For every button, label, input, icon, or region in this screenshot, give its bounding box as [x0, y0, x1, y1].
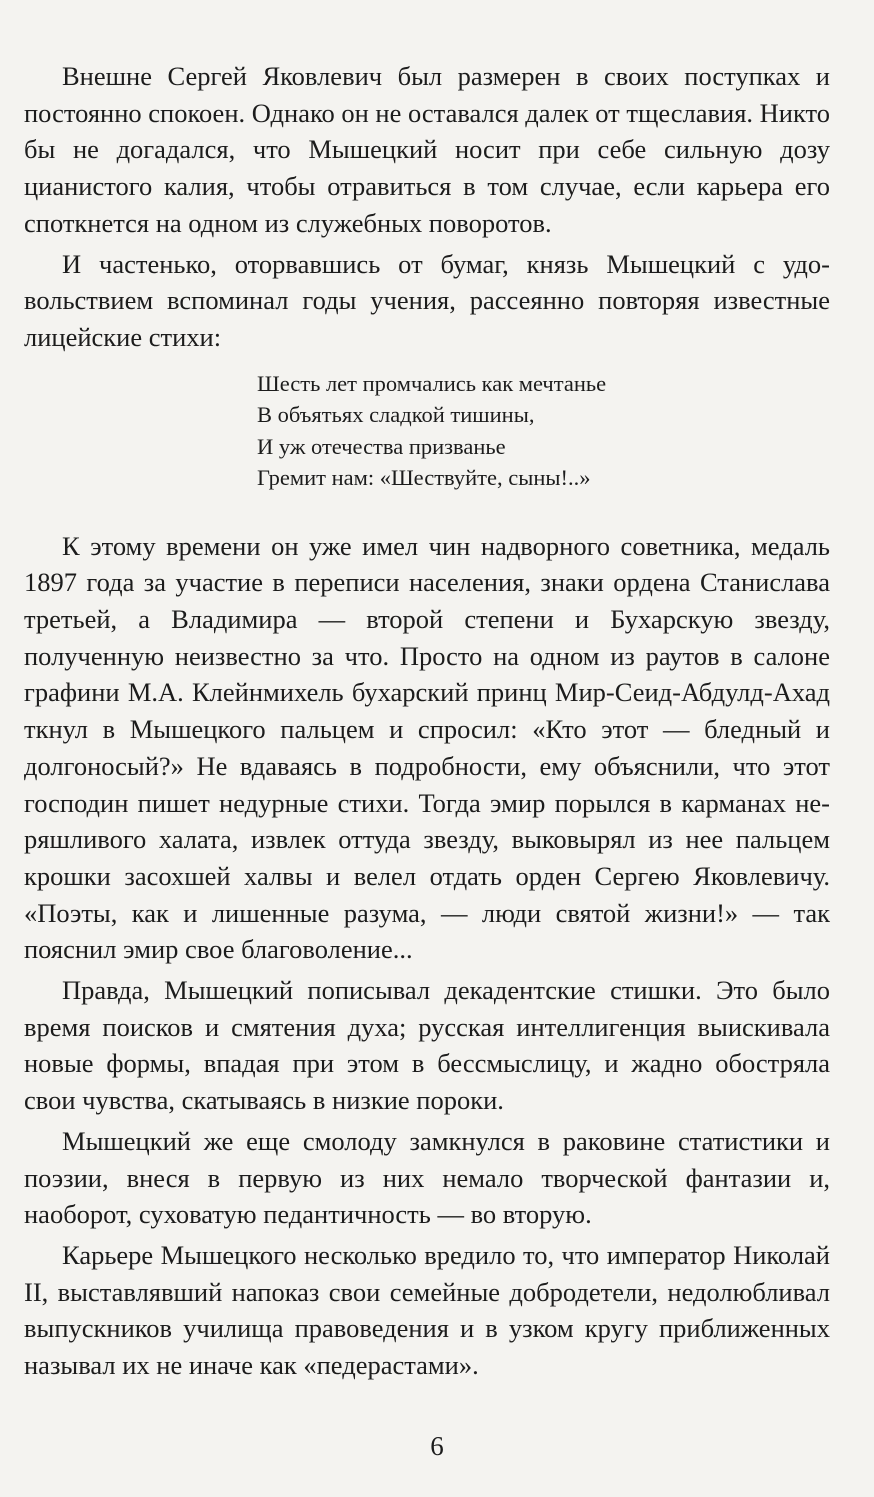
page-body	[24, 58, 830, 1384]
poem-quote	[257, 368, 830, 494]
page-number: 6	[430, 1431, 444, 1461]
poem-line-3: И уж отечества призванье	[257, 433, 506, 459]
paragraph-4: Правда, Мышецкий пописывал декадентские стишки. Это было время поисков и смятения духа; русская интеллигенция выискивала новые формы, впадая при этом в бессмыслицу, и жадно обостряла свои чувства, скатываясь в низкие пороки.	[24, 975, 830, 1116]
paragraph-5: Мышецкий же еще смолоду замкнулся в раковине статистики и поэзии, внеся в первую из них немало творческой фантазии и, наоборот, суховатую педантичность — во вторую.	[24, 1125, 830, 1230]
paragraph-2: И частенько, оторвавшись от бумаг, князь Мышецкий с удовольствием вспоминал годы учения, рассеянно повторяя известные лицейские стихи:	[24, 248, 830, 352]
poem-line-1: Шесть лет промчались как мечтанье	[257, 370, 607, 396]
poem-line-4: Гремит нам: «Шествуйте, сыны!..»	[257, 465, 591, 491]
paragraph-1: Внешне Сергей Яковлевич был размерен в своих поступках и постоянно спокоен. Однако он не оставался далек от тщеславия. Никто бы не догадался, что Мышецкий носит при себе сильную дозу цианистого калия, чтобы отравиться в том случае, если карьера его споткнется на одном из служебных поворотов.	[24, 61, 830, 238]
poem-line-2: В объятьях сладкой тишины,	[257, 402, 535, 428]
paragraph-3: К этому времени он уже имел чин надворного советника, медаль 1897 года за участие в переписи населения, знаки ордена Станислава третьей, а Владимира — второй степени и Бухарскую звезду, полученную неизвестно за что. Просто на одном из раутов в салоне графини М.А. Клейнмихель бухарский принц Мир-Сеид-Абдулд-Ахад ткнул в Мышецкого пальцем и спросил: «Кто этот — бледный и долгоносый?» Не вдаваясь в подробности, ему объяснили, что этот господин пишет недурные стихи. Тогда эмир порылся в карманах неряшливого халата, извлек оттуда звезду, выковырял из нее пальцем крошки засохшей халвы и велел отдать орден Сергею Яковлевичу. «Поэты, как и лишенные разума, — люди святой жизни!» — так пояснил эмир свое благоволение...	[24, 530, 830, 965]
paragraph-6: Карьере Мышецкого несколько вредило то, что император Николай II, выставлявший напоказ свои семейные добродетели, недолюбливал выпускников училища правоведения и в узком кругу приближенных называл их не иначе как «педерастами».	[24, 1239, 830, 1381]
